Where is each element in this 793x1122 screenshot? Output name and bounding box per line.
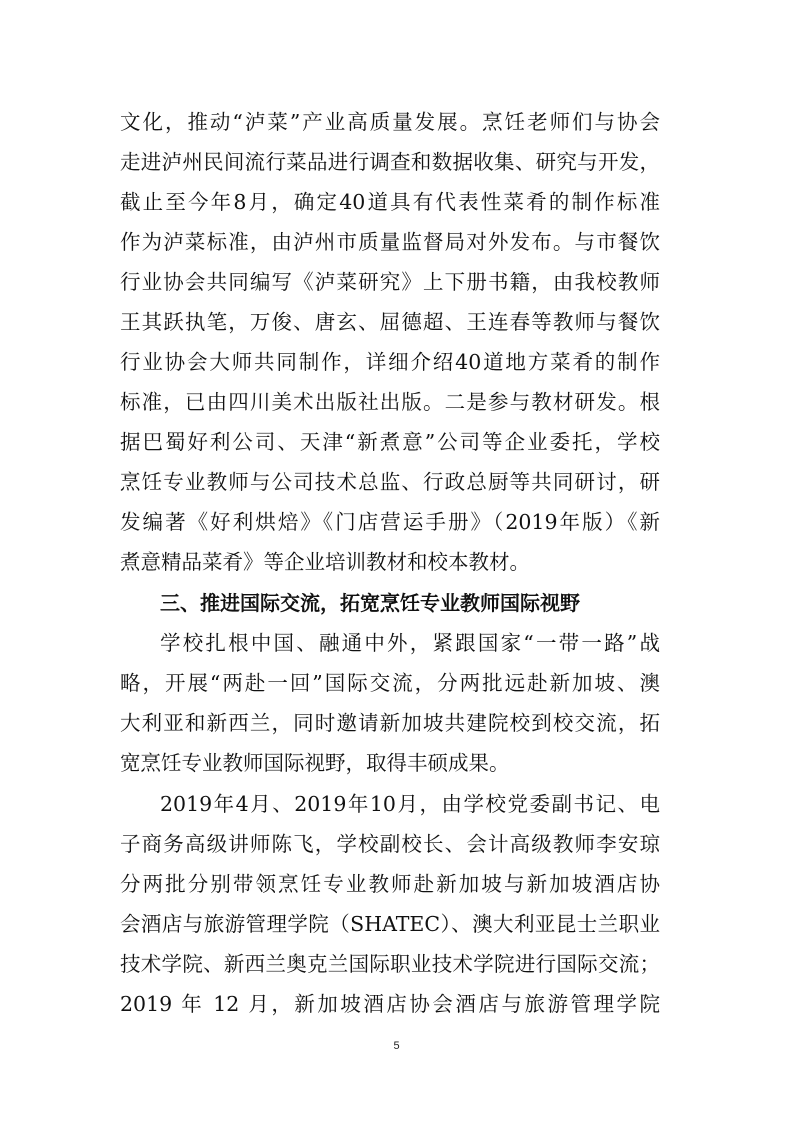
text-line: 标准，已由四川美术出版社出版。二是参与教材研发。根: [120, 390, 660, 414]
text-line: 2019年4月、2019年10月，由学校党委副书记、电: [160, 792, 660, 816]
text-line: 烹饪专业教师与公司技术总监、行政总厨等共同研讨，研: [120, 470, 660, 494]
text-line: 略，开展“两赴一回”国际交流，分两批远赴新加坡、澳: [120, 671, 660, 695]
text-line: 据巴蜀好利公司、天津“新煮意”公司等企业委托，学校: [120, 430, 660, 454]
text-line: 行业协会大师共同制作，详细介绍40道地方菜肴的制作: [120, 350, 660, 374]
page-number: 5: [393, 1040, 400, 1052]
text-line: 截止至今年8月，确定40道具有代表性菜肴的制作标准: [120, 190, 660, 214]
text-line: 发编著《好利烘焙》《门店营运手册》（2019年版）《新: [120, 510, 660, 534]
text-line: 大利亚和新西兰，同时邀请新加坡共建院校到校交流，拓: [120, 711, 660, 735]
section-heading: 三、推进国际交流，拓宽烹饪专业教师国际视野: [160, 591, 580, 615]
text-line: 分两批分别带领烹饪专业教师赴新加坡与新加坡酒店协: [120, 872, 660, 896]
text-line: 行业协会共同编写《泸菜研究》上下册书籍，由我校教师: [120, 270, 660, 294]
text-line: 煮意精品菜肴》等企业培训教材和校本教材。: [120, 550, 530, 574]
text-line: 作为泸菜标准，由泸州市质量监督局对外发布。与市餐饮: [120, 230, 660, 254]
text-line: 会酒店与旅游管理学院（SHATEC）、澳大利亚昆士兰职业: [120, 912, 660, 936]
text-line: 宽烹饪专业教师国际视野，取得丰硕成果。: [120, 751, 510, 775]
text-line: 子商务高级讲师陈飞，学校副校长、会计高级教师李安琼: [120, 832, 660, 856]
text-line: 学校扎根中国、融通中外，紧跟国家“一带一路”战: [160, 631, 660, 655]
text-line: 技术学院、新西兰奥克兰国际职业技术学院进行国际交流；: [120, 952, 660, 976]
text-line: 王其跃执笔，万俊、唐玄、屈德超、王连春等教师与餐饮: [120, 310, 660, 334]
text-line: 2019 年 12 月，新加坡酒店协会酒店与旅游管理学院: [120, 992, 660, 1016]
text-line: 走进泸州民间流行菜品进行调查和数据收集、研究与开发，: [120, 150, 660, 174]
text-line: 文化，推动“泸菜”产业高质量发展。烹饪老师们与协会: [120, 110, 660, 134]
